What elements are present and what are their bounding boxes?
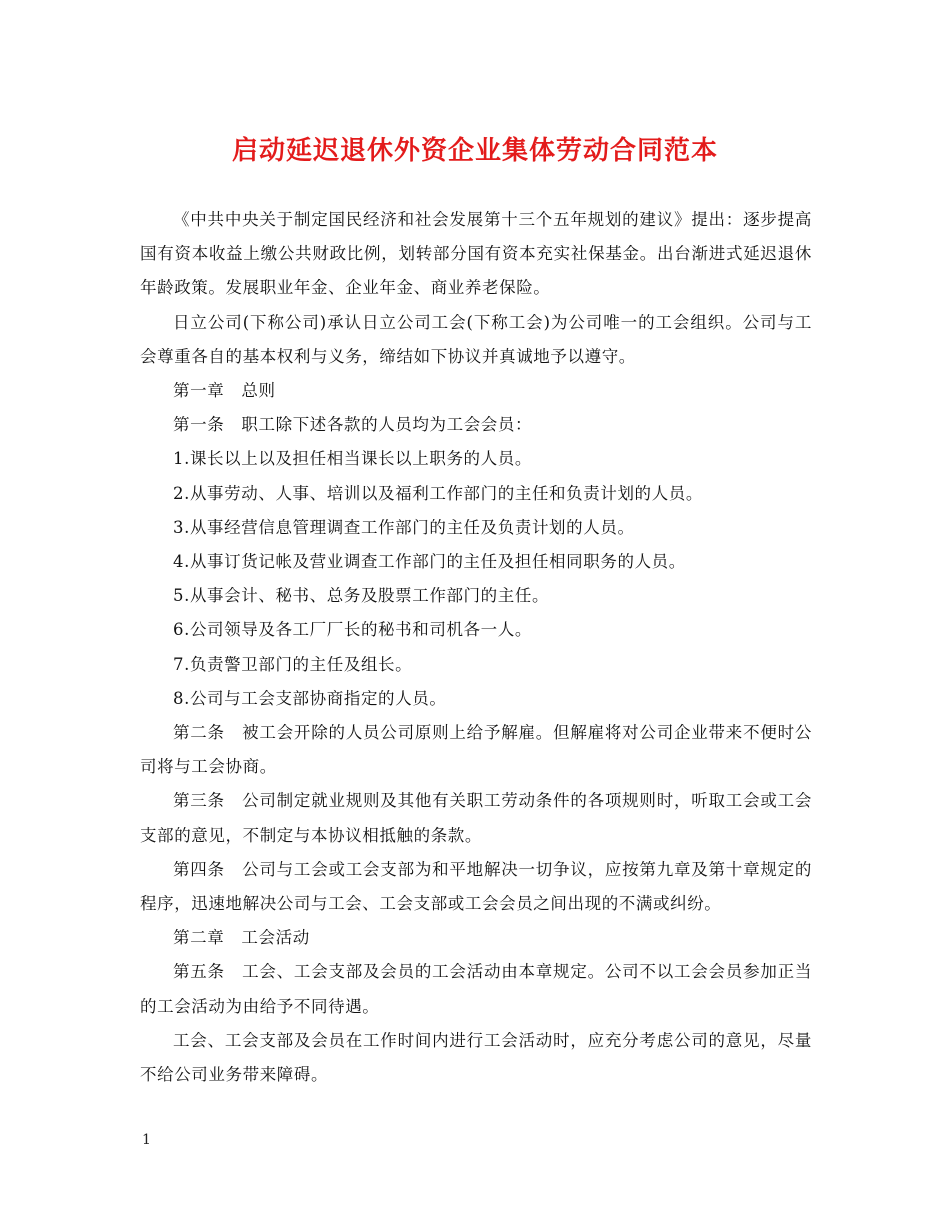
list-item: 3.从事经营信息管理调查工作部门的主任及负责计划的人员。 — [173, 517, 635, 537]
document-title: 启动延迟退休外资企业集体劳动合同范本 — [231, 136, 718, 166]
chapter-heading: 第一章 总则 — [173, 381, 276, 401]
paragraph: 《中共中央关于制定国民经济和社会发展第十三个五年规划的建议》提出：逐步提高国有资本收益上缴公共财政比例，划转部分国有资本充实社保基金。出台渐进式延迟退休年龄政策。发展职业年金、企业年金、商业养老保险。 — [140, 210, 812, 298]
list-item: 1.课长以上以及担任相当课长以上职务的人员。 — [173, 449, 532, 469]
list-item: 4.从事订货记帐及营业调查工作部门的主任及担任相同职务的人员。 — [173, 552, 686, 572]
article: 第四条 公司与工会或工会支部为和平地解决一切争议，应按第九章及第十章规定的程序，迅速地解决公司与工会、工会支部或工会会员之间出现的不满或纠纷。 — [140, 859, 812, 914]
list-item: 8.公司与工会支部协商指定的人员。 — [173, 688, 447, 708]
paragraph: 工会、工会支部及会员在工作时间内进行工会活动时，应充分考虑公司的意见，尽量不给公司业务带来障碍。 — [140, 1030, 812, 1085]
list-item: 2.从事劳动、人事、培训以及福利工作部门的主任和负责计划的人员。 — [173, 483, 703, 503]
article: 第五条 工会、工会支部及会员的工会活动由本章规定。公司不以工会会员参加正当的工会活动为由给予不同待遇。 — [140, 962, 812, 1016]
list-item: 6.公司领导及各工厂厂长的秘书和司机各一人。 — [173, 620, 532, 640]
list-item: 7.负责警卫部门的主任及组长。 — [173, 654, 413, 674]
article: 第三条 公司制定就业规则及其他有关职工劳动条件的各项规则时，听取工会或工会支部的意见，不制定与本协议相抵触的条款。 — [140, 791, 812, 845]
paragraph: 日立公司(下称公司)承认日立公司工会(下称工会)为公司唯一的工会组织。公司与工会尊重各自的基本权利与义务，缔结如下协议并真诚地予以遵守。 — [140, 312, 812, 366]
list-item: 5.从事会计、秘书、总务及股票工作部门的主任。 — [173, 586, 550, 606]
document-body — [140, 203, 812, 1092]
chapter-heading: 第二章 工会活动 — [173, 928, 310, 948]
article: 第二条 被工会开除的人员公司原则上给予解雇。但解雇将对公司企业带来不便时公司将与工会协商。 — [140, 723, 812, 777]
article: 第一条 职工除下述各款的人员均为工会会员： — [173, 415, 533, 435]
page-number: 1 — [142, 1132, 151, 1148]
